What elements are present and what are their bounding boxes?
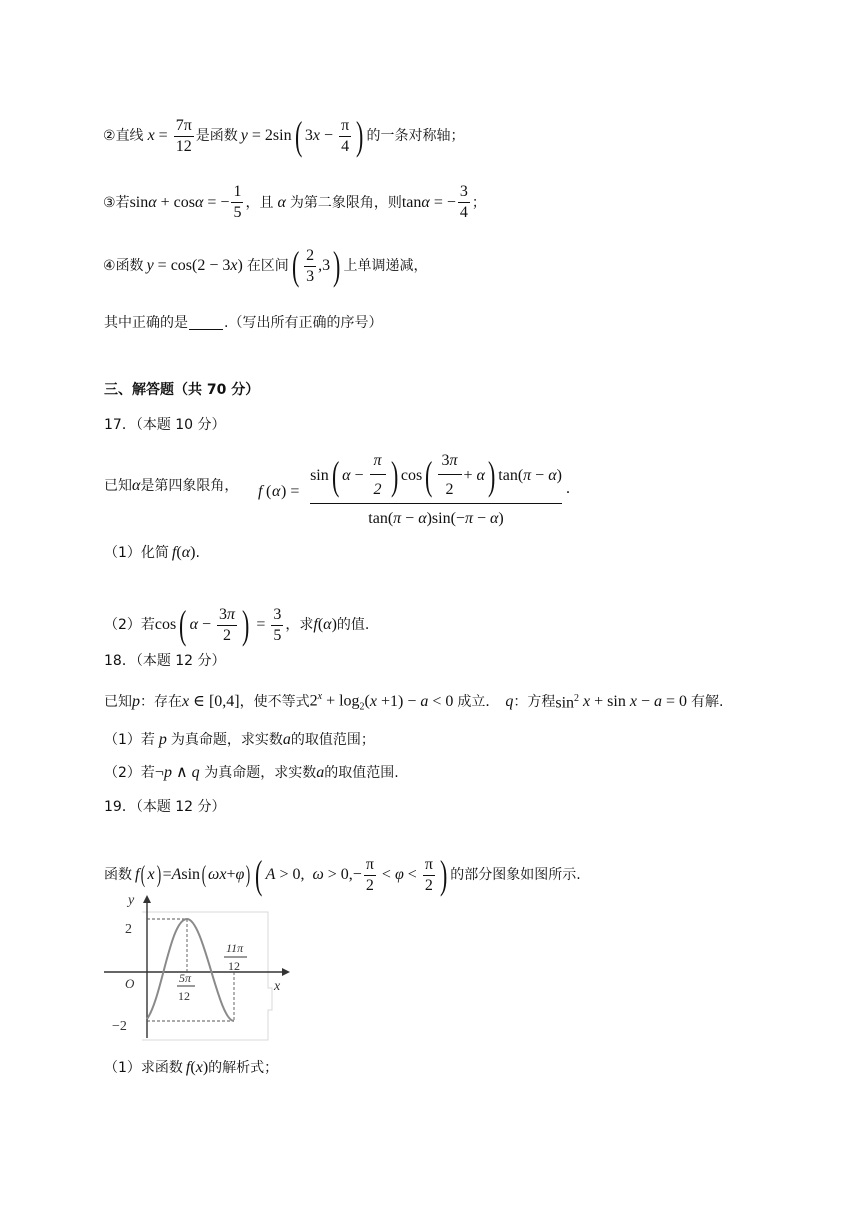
answer-blank[interactable] bbox=[189, 317, 223, 330]
q18-text-c: ，使不等式 bbox=[239, 694, 310, 711]
q19-header bbox=[104, 800, 226, 814]
q18-text-f: 有解. bbox=[691, 694, 724, 711]
item-3: ③ 若 sin α + cos α = − $\frac{1}{5}$ ，且 α 为第二象限角，则 tan α = − $\frac{3}{4}$ ； bbox=[103, 183, 486, 221]
y-min-label: −2 bbox=[112, 1019, 127, 1034]
q18-part2-b: 为真命题，求实数 bbox=[204, 765, 317, 781]
q18-header bbox=[104, 654, 226, 668]
y-max-label: 2 bbox=[125, 922, 132, 937]
q19-part1-b: 的解析式； bbox=[208, 1060, 279, 1076]
q17-part1-end: . bbox=[195, 545, 200, 561]
item-4-marker: ④ bbox=[103, 258, 116, 274]
item-2-text-b: 是函数 bbox=[195, 128, 238, 144]
f-alpha-label: f bbox=[258, 483, 263, 500]
q18-text-b: ：存在 bbox=[140, 694, 182, 711]
item-4-text-c: 上单调递减， bbox=[343, 258, 428, 274]
x2-den-label: 12 bbox=[228, 959, 240, 973]
q17-part2-mid: ，求 bbox=[285, 617, 314, 633]
fill-blank-text-a: 其中正确的是 bbox=[104, 315, 188, 331]
q18-statement: 已知 p ：存在 x ∈ [0,4] ，使不等式 $2^x + \log_2$( x +1) − a < 0 成立． q ：方程 $\sin^2$ x + sin x − a = 0 有解. bbox=[104, 691, 724, 713]
q17-part1-text: （1）化简 bbox=[104, 545, 169, 561]
item-2: ② 直线 x = $\frac{7\pi}{12}$ 是函数 y = 2sin ( 3 x − $\frac{\pi}{4}$ ) 的一条对称轴； bbox=[103, 113, 465, 158]
q17-intro: 已知 α 是第四象限角， bbox=[104, 477, 239, 494]
q19-part1-a: （1）求函数 bbox=[104, 1060, 183, 1076]
q17-intro-a: 已知 bbox=[104, 478, 132, 494]
x1-den-label: 12 bbox=[178, 989, 190, 1003]
y-axis-arrow bbox=[143, 895, 151, 903]
q18-header-text: 18．（本题 12 分） bbox=[104, 653, 226, 669]
q17-part2: （2）若 cos ( α − $\frac{3\pi}{2}$ ) = $\frac{3}{5}$ ，求 f ( α ) 的值. bbox=[104, 602, 370, 647]
q17-part2-text: （2）若 bbox=[104, 617, 155, 633]
item-3-text-c: 为第二象限角，则 bbox=[289, 194, 402, 211]
q17-intro-b: 是第四象限角， bbox=[140, 478, 239, 494]
origin-label: O bbox=[125, 976, 135, 991]
section-title: 三、解答题（共 70 分） bbox=[104, 382, 260, 398]
item-3-text-d: ； bbox=[471, 194, 486, 211]
item-2-text-c: 的一条对称轴； bbox=[366, 128, 465, 144]
item-3-marker: ③ bbox=[103, 194, 116, 211]
x2-num-label: 11π bbox=[226, 941, 244, 955]
item-3-text-a: 若 bbox=[115, 194, 130, 211]
q17-part2-end: 的值. bbox=[336, 617, 370, 633]
q18-part1-b: 为真命题，求实数 bbox=[170, 732, 283, 748]
x1-num-label: 5π bbox=[179, 971, 192, 985]
q17-header bbox=[104, 418, 226, 432]
q19-header-text: 19．（本题 12 分） bbox=[104, 799, 226, 815]
q19-statement: 函数 f ( x ) = A sin ( ωx + φ ) ( A > 0, ω > 0,− $\frac{\pi}{2}$ < φ < $\frac{\pi}{2}$ ) 的部分图象如图所示. bbox=[104, 852, 581, 897]
q18-part2-c: 的取值范围. bbox=[324, 765, 399, 781]
x-label: x bbox=[274, 979, 281, 994]
item-4-text-b: 在区间 bbox=[246, 258, 289, 274]
q18-text-e: ：方程 bbox=[513, 694, 556, 711]
q18-part1: （1）若 p 为真命题，求实数 a 的取值范围； bbox=[104, 731, 375, 748]
item-4-text-a: 函数 bbox=[115, 258, 144, 274]
q17-part1: （1）化简 f ( α ) . bbox=[104, 544, 200, 561]
item-2-marker: ② bbox=[103, 128, 116, 144]
y-label: y bbox=[128, 893, 135, 908]
q18-part1-c: 的取值范围； bbox=[290, 732, 375, 748]
q18-part1-a: （1）若 bbox=[104, 732, 155, 748]
item-2-text-a: 直线 bbox=[115, 128, 144, 144]
fraction-7pi-12: $\frac{7\pi}{12}$ bbox=[175, 116, 192, 155]
q18-text-d: 成立． bbox=[457, 694, 500, 711]
sine-curve bbox=[147, 919, 234, 1021]
item-3-text-b: ，且 bbox=[245, 194, 274, 211]
item-4: ④ 函数 y = cos(2 − 3 x ) 在区间 ( $\frac{2}{3}$ ,3 ) 上单调递减， bbox=[103, 243, 428, 288]
x-axis-arrow bbox=[282, 968, 290, 976]
q18-part2-a: （2）若 bbox=[104, 765, 155, 781]
q17-header-text: 17．（本题 10 分） bbox=[104, 417, 226, 433]
fill-blank-line bbox=[104, 316, 382, 330]
q19-part1: （1）求函数 f ( x ) 的解析式； bbox=[104, 1059, 279, 1076]
q18-part2: （2）若 ¬ p ∧ q 为真命题，求实数 a 的取值范围. bbox=[104, 764, 399, 781]
fill-blank-text-b: .（写出所有正确的序号） bbox=[224, 315, 383, 331]
q19-text-b: 的部分图象如图所示. bbox=[450, 867, 581, 883]
sine-graph bbox=[100, 888, 300, 1043]
section-heading bbox=[104, 383, 259, 397]
q19-text-a: 函数 bbox=[104, 867, 132, 883]
q17-big-fraction: sin ( α − $\frac{\pi}{2}$ ) cos ( 3 π 2 + α ) tan( π − α ) tan(π − α)sin(−π − α) bbox=[310, 452, 562, 527]
q18-text-a: 已知 bbox=[104, 694, 132, 711]
